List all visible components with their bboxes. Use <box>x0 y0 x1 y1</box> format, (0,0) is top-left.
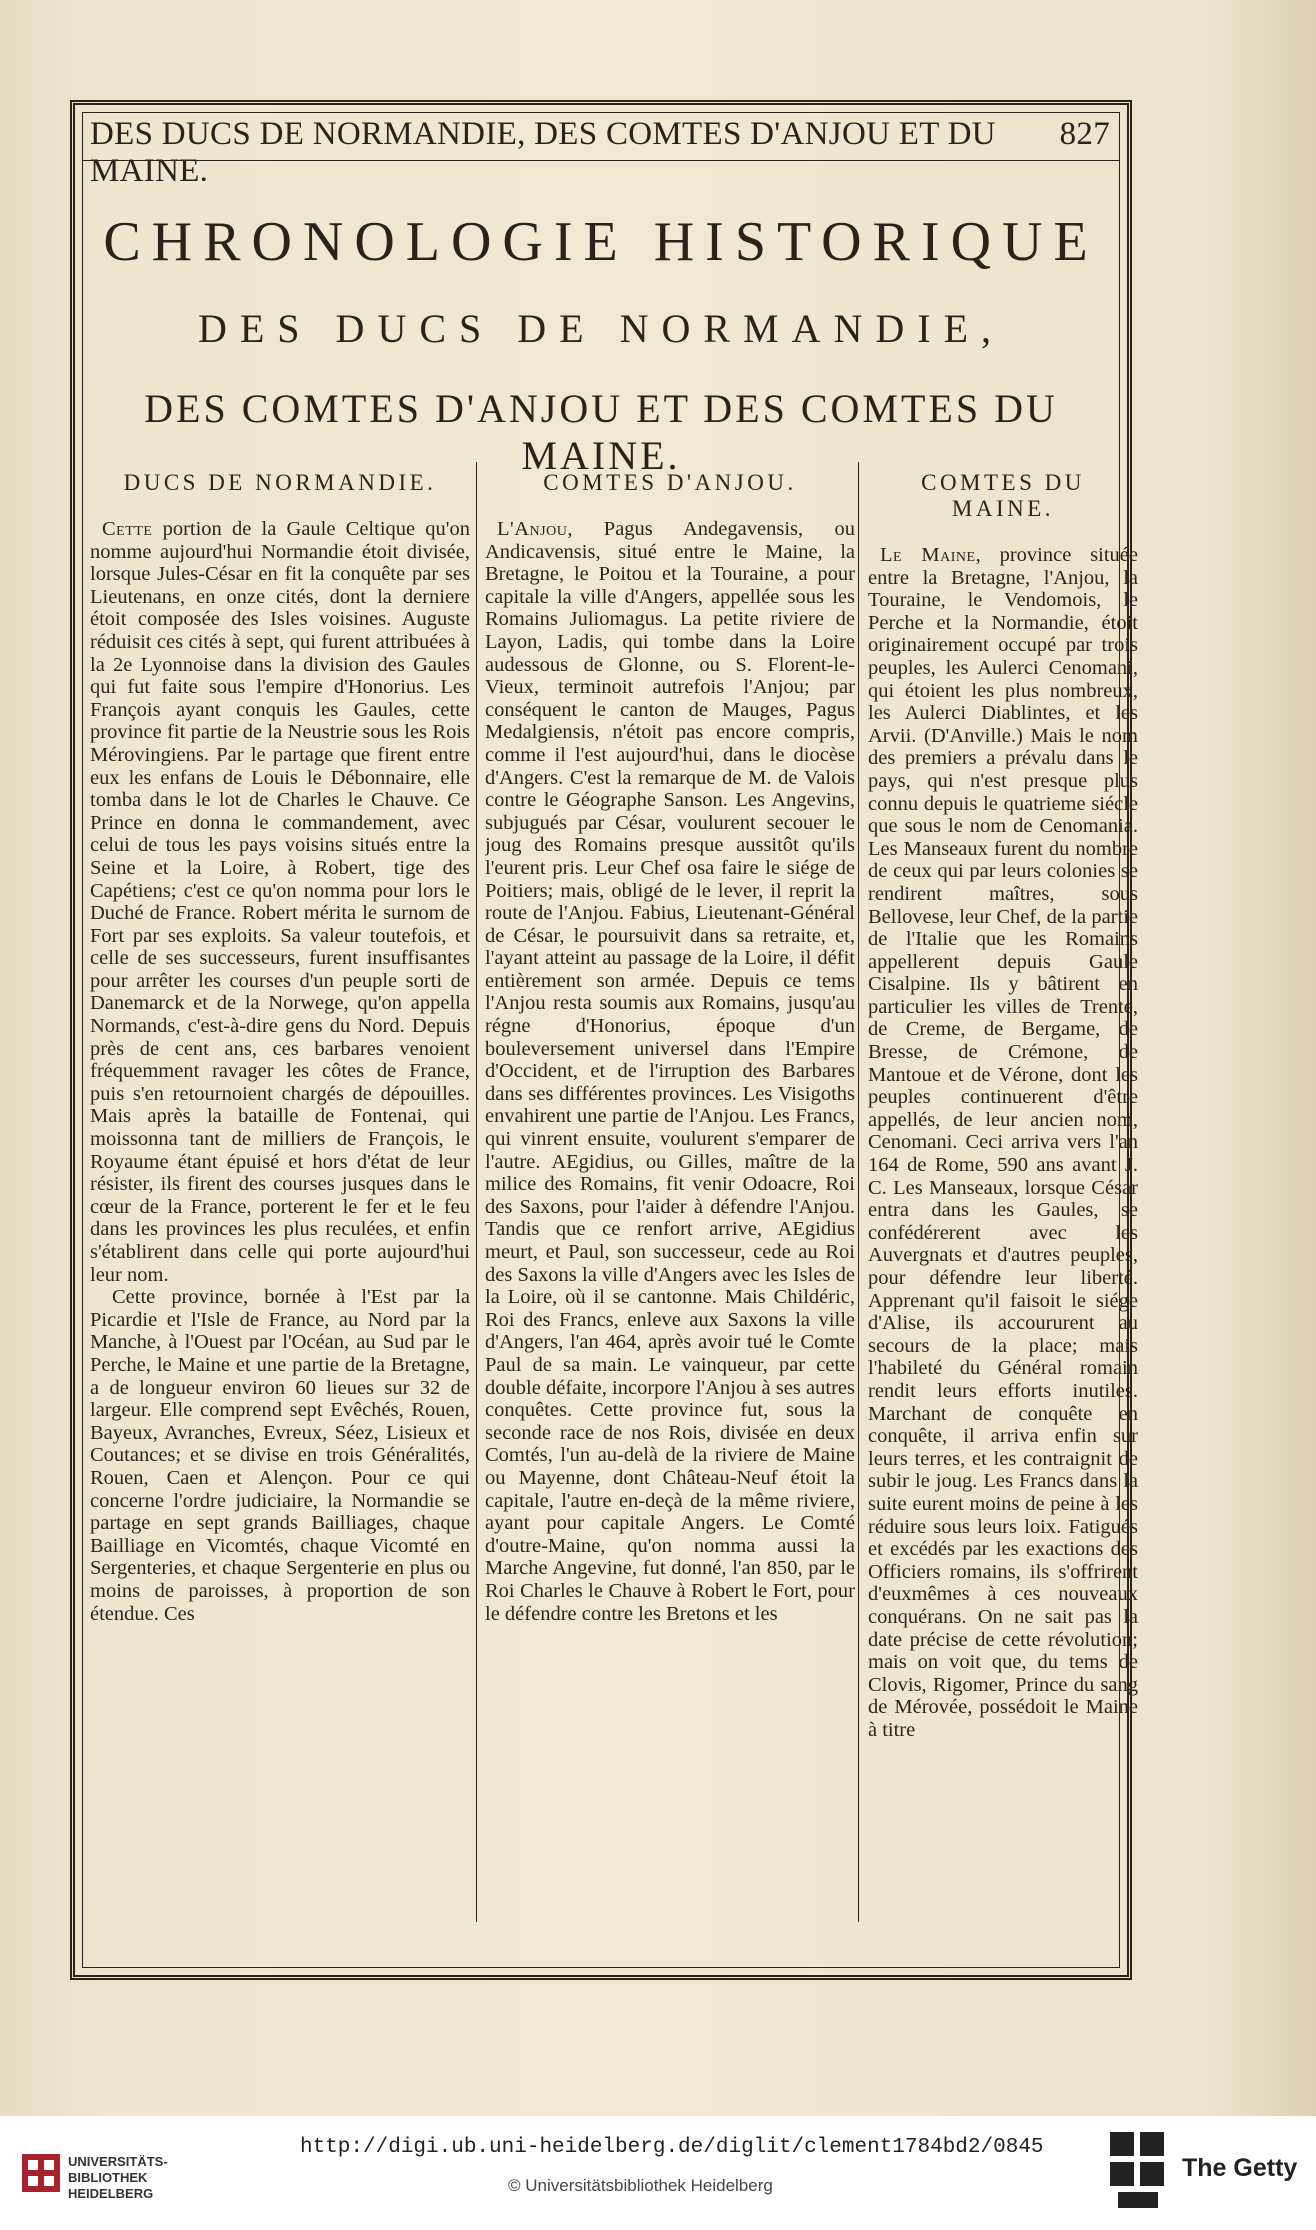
lead-word: Le Maine <box>880 544 976 566</box>
getty-logo-icon[interactable] <box>1110 2132 1166 2212</box>
running-head-rule <box>82 160 1120 161</box>
library-line-1: UNIVERSITÄTS- <box>68 2154 168 2169</box>
column-maine <box>868 470 1138 1940</box>
column-heading-normandie: DUCS DE NORMANDIE. <box>123 470 437 495</box>
running-head-title: DES DUCS DE NORMANDIE, DES COMTES D'ANJOU ET DU MAINE. <box>90 116 996 189</box>
paragraph-text: , province située entre la Bretagne, l'Anjou, la Touraine, le Vendomois, le Perche et la Normandie, étoit originairement occupé par trois peuples, les Aulerci Cenomani, qui étoient les plus nombreux, les Aulerci Diablintes, et les Arvii. (D'Anville.) Mais le nom des premiers a prévalu dans le pays, qui n'est presque plus connu depuis le quatrieme siécle que sous le nom de Cenomania. Les Manseaux furent du nombre de ceux qui par leurs colonies se rendirent maîtres, sous Bellovese, leur Chef, de la partie de l'Italie que les Romains appellerent depuis Gaule Cisalpine. Ils y bâtirent en particulier les villes de Trente, de Creme, de Bergame, de Bresse, de Crémone, de Mantoue et de Vérone, dont les peuples continuerent d'être appellés, de leur ancien nom, Cenomani. Ceci arriva vers l'an 164 de Rome, 590 ans avant J. C. Les Manseaux, lorsque César entra dans les Gaules, se confédérerent avec les Auvergnats et d'autres peuples, pour défendre leur liberté. Apprenant qu'il faisoit le siége d'Alise, ils accoururent au secours de la place; mais l'habileté du Général romain rendit leurs efforts inutiles. Marchant de conquête en conquête, il arriva enfin sur leurs terres, et les contraignit de subir le joug. Les Francs dans la suite eurent moins de peine à les réduire sous leurs loix. Fatigués et excédés par les exactions des Officiers romains, ils s'offrirent d'euxmêmes à ces nouveaux conquérans. On ne sait pas la date précise de cette révolution; mais on voit que, du tems de Clovis, Rigomer, Prince du sang de Mérovée, possédoit le Maine à titre <box>868 544 1138 1741</box>
column-anjou <box>485 470 855 1940</box>
main-title: CHRONOLOGIE HISTORIQUE <box>103 211 1099 273</box>
column-divider-2 <box>858 462 859 1922</box>
copyright-notice: © Universitätsbibliothek Heidelberg <box>508 2176 773 2195</box>
subtitle-normandie: DES DUCS DE NORMANDIE, <box>197 306 1005 351</box>
permalink-url[interactable]: http://digi.ub.uni-heidelberg.de/diglit/clement1784bd2/0845 <box>300 2136 1044 2159</box>
running-head <box>90 116 1110 190</box>
paragraph: Cette province, bornée à l'Est par la Picardie et l'Isle de France, au Nord par la Manche, à l'Ouest par l'Océan, au Sud par le Perche, le Maine et une partie de la Bretagne, a de longueur environ 60 lieues sur 32 de largeur. Elle comprend sept Evêchés, Rouen, Bayeux, Avranches, Evreux, Séez, Lisieux et Coutances; et se divise en trois Généralités, Rouen, Caen et Alençon. Pour ce qui concerne l'ordre judiciaire, la Normandie se partage en sept grands Bailliages, chaque Bailliage en Vicomtés, chaque Vicomté en Sergenteries, et chaque Sergenterie en plus ou moins de paroisses, à proportion de son étendue. Ces <box>90 1286 470 1625</box>
library-line-2: BIBLIOTHEK <box>68 2170 148 2185</box>
column-heading-anjou: COMTES D'ANJOU. <box>543 470 797 495</box>
paragraph <box>90 518 470 1286</box>
paragraph <box>868 544 1138 1741</box>
viewer-footer <box>0 2116 1316 2230</box>
column-normandie <box>90 470 470 1940</box>
university-library-logo[interactable] <box>22 2146 172 2216</box>
column-divider-1 <box>476 462 477 1922</box>
library-line-3: HEIDELBERG <box>68 2186 154 2201</box>
getty-label: The Getty <box>1182 2154 1298 2182</box>
lead-word: L'Anjou <box>497 518 568 540</box>
lead-word: Cette <box>102 518 153 540</box>
library-seal-icon <box>22 2146 172 2216</box>
page-number: 827 <box>1059 116 1110 152</box>
paragraph <box>485 518 855 1625</box>
subtitle-anjou-maine: DES COMTES D'ANJOU ET DES COMTES DU MAINE. <box>144 386 1058 478</box>
paragraph-text: , Pagus Andegavensis, ou Andicavensis, situé entre le Maine, la Bretagne, le Poitou et la Touraine, a pour capitale la ville d'Angers, appellée sous les Romains Juliomagus. La petite riviere de Layon, Ladis, qui tombe dans la Loire audessous de Glonne, ou S. Florent-le-Vieux, terminoit autrefois l'Anjou; par conséquent le canton de Mauges, Pagus Medalgiensis, n'étoit pas encore compris, comme il l'est aujourd'hui, dans le diocèse d'Angers. C'est la remarque de M. de Valois contre le Géographe Sanson. Les Angevins, subjugués par César, voulurent secouer le joug des Romains presque aussitôt qu'ils l'eurent pris. Leur Chef osa faire le siége de Poitiers; mais, obligé de le lever, il reprit la route de l'Anjou. Fabius, Lieutenant-Général de César, le poursuivit dans sa retraite, et, l'ayant atteint au passage de la Loire, il défit entièrement son armée. Depuis ce tems l'Anjou resta soumis aux Romains, jusqu'au régne d'Honorius, époque d'un bouleversement universel dans l'Empire d'Occident, et de l'irruption des Barbares dans ses différentes provinces. Les Visigoths envahirent une partie de l'Anjou. Les Francs, qui vinrent ensuite, voulurent s'emparer de l'autre. AEgidius, ou Gilles, maître de la milice des Romains, fit venir Odoacre, Roi des Saxons, pour l'aider à défendre l'Anjou. Tandis que ce renfort arrive, AEgidius meurt, et Paul, son successeur, cede au Roi des Saxons la ville d'Angers avec les Isles de la Loire, où il se cantonne. Mais Childéric, Roi des Francs, enleve aux Saxons la ville d'Angers, l'an 464, après avoir tué le Comte Paul de sa main. Le vainqueur, par cette double défaite, incorpore l'Anjou à ses autres conquêtes. Cette province fut, sous la seconde race de nos Rois, divisée en deux Comtés, l'un au-delà de la riviere de Maine ou Mayenne, dont Château-Neuf étoit la capitale, l'autre en-deçà de la même riviere, ayant pour capitale Angers. Le Comté d'outre-Maine, qu'on nomma aussi la Marche Angevine, fut donné, l'an 850, par le Roi Charles le Chauve à Robert le Fort, pour le défendre contre les Bretons et les <box>485 518 855 1625</box>
column-heading-maine: COMTES DU MAINE. <box>921 470 1085 521</box>
paragraph-text: portion de la Gaule Celtique qu'on nomme aujourd'hui Normandie étoit divisée, lorsque Jules-César en fit la conquête par ses Lieutenans, en onze cités, dont la derniere étoit composée des Isles voisines. Auguste réduisit ces cités à sept, qui furent attribuées à la 2e Lyonnoise dans la division des Gaules qui fut faite sous l'empire d'Honorius. Les François ayant conquis les Gaules, cette province fit partie de la Neustrie sous les Rois Mérovingiens. Par le partage que firent entre eux les enfans de Louis le Débonnaire, elle tomba dans le lot de Charles le Chauve. Ce Prince en donna le commandement, avec celui de tous les pays voisins situés entre la Seine et la Loire, à Robert, tige des Capétiens; c'est ce qu'on nomma pour lors le Duché de France. Robert mérita le surnom de Fort par ses exploits. Sa valeur toutefois, et celle de ses successeurs, furent insuffisantes pour arrêter les courses d'un peuple sorti de Danemarck et de la Norwege, qu'on appella Normands, c'est-à-dire gens du Nord. Depuis près de cent ans, ces barbares venoient fréquemment ravager les côtes de France, puis s'en retournoient chargés de dépouilles. Mais après la bataille de Fontenai, qui moissonna tant de milliers de François, le Royaume étant épuisé et hors d'état de leur résister, ils firent des courses jusques dans le cœur de la France, porterent le fer et le feu dans les provinces les plus reculées, et enfin s'établirent dans celle qui porte aujourd'hui leur nom. <box>90 518 470 1286</box>
